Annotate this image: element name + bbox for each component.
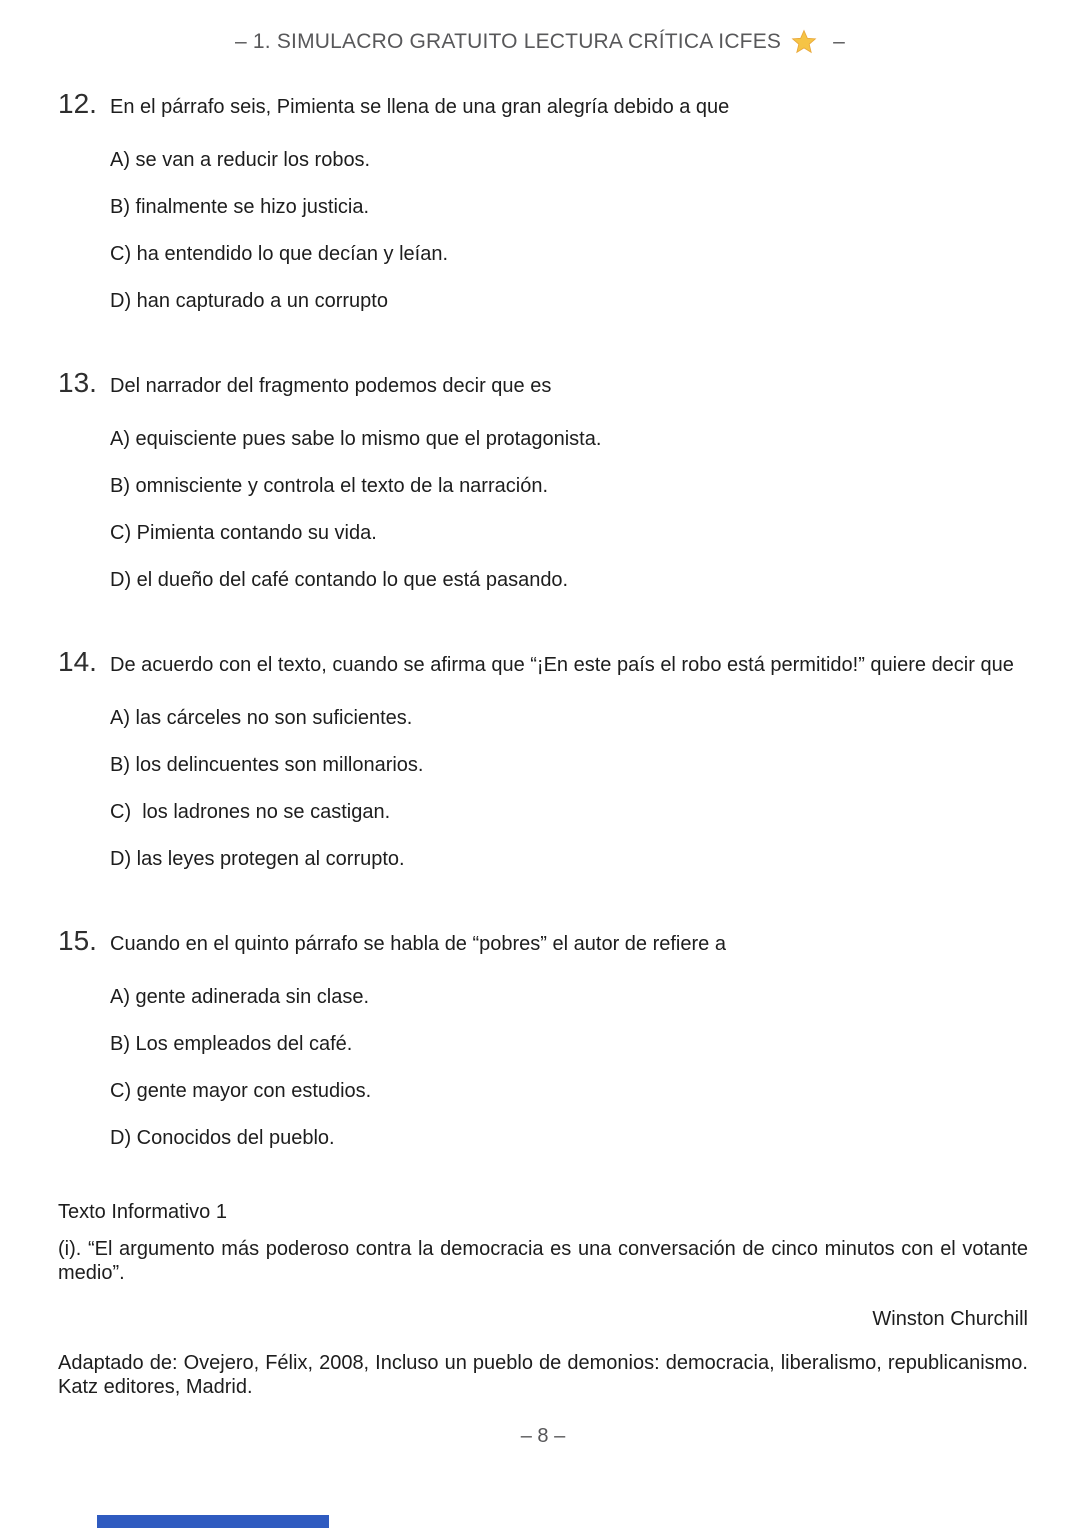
quote-attribution: Winston Churchill: [872, 1308, 1028, 1330]
answer-option: A) equisciente pues sabe lo mismo que el protagonista.: [110, 428, 602, 450]
answer-option: C) los ladrones no se castigan.: [110, 801, 391, 823]
info-text-label: Texto Informativo 1: [58, 1201, 227, 1223]
answer-option: A) las cárceles no son suficientes.: [110, 707, 413, 729]
answer-option: A) gente adinerada sin clase.: [110, 986, 370, 1008]
answer-option: D) las leyes protegen al corrupto.: [110, 848, 405, 870]
question-head: [58, 647, 1028, 678]
question-stem: Del narrador del fragmento podemos decir que es: [110, 375, 552, 397]
answer-option: C) gente mayor con estudios.: [110, 1080, 372, 1102]
info-text-quote: (i). “El argumento más poderoso contra la democracia es una conversación de cinco minutos con el votante medio”.: [58, 1238, 1028, 1284]
page-content: [0, 89, 1080, 1448]
question-14: [58, 647, 1028, 872]
answer-option: B) omnisciente y controla el texto de la narración.: [110, 475, 548, 497]
question-head: [58, 368, 1028, 399]
question-number: 15.: [58, 925, 97, 956]
question-number: 12.: [58, 88, 97, 119]
footer-accent-bar: [97, 1515, 329, 1528]
answer-option: C) Pimienta contando su vida.: [110, 522, 377, 544]
options-list: [110, 984, 1028, 1151]
exam-title-end-dash: –: [833, 30, 846, 53]
answer-option: D) Conocidos del pueblo.: [110, 1127, 335, 1149]
answer-option: C) ha entendido lo que decían y leían.: [110, 243, 449, 265]
source-citation: Adaptado de: Ovejero, Félix, 2008, Incluso un pueblo de demonios: democracia, liberalismo, republicanismo. Katz editores, Madrid.: [58, 1352, 1028, 1398]
answer-option: A) se van a reducir los robos.: [110, 149, 371, 171]
answer-option: B) Los empleados del café.: [110, 1033, 353, 1055]
options-list: [110, 705, 1028, 872]
answer-option: B) los delincuentes son millonarios.: [110, 754, 424, 776]
question-13: [58, 368, 1028, 593]
answer-option: B) finalmente se hizo justicia.: [110, 196, 370, 218]
star-icon: [791, 29, 817, 55]
question-head: [58, 89, 1028, 120]
question-12: [58, 89, 1028, 314]
question-stem: En el párrafo seis, Pimienta se llena de una gran alegría debido a que: [110, 96, 730, 118]
options-list: [110, 147, 1028, 314]
exam-title: – 1. SIMULACRO GRATUITO LECTURA CRÍTICA ICFES: [234, 30, 782, 53]
page-number: – 8 –: [520, 1425, 566, 1447]
options-list: [110, 426, 1028, 593]
answer-option: D) han capturado a un corrupto: [110, 290, 388, 312]
question-stem: Cuando en el quinto párrafo se habla de “pobres” el autor de refiere a: [110, 933, 726, 955]
question-head: [58, 926, 1028, 957]
question-15: [58, 926, 1028, 1151]
question-number: 13.: [58, 367, 97, 398]
page-header: [0, 0, 1080, 55]
answer-option: D) el dueño del café contando lo que está pasando.: [110, 569, 569, 591]
question-number: 14.: [58, 646, 97, 677]
question-stem: De acuerdo con el texto, cuando se afirma que “¡En este país el robo está permitido!” quiere decir que: [110, 654, 1014, 676]
